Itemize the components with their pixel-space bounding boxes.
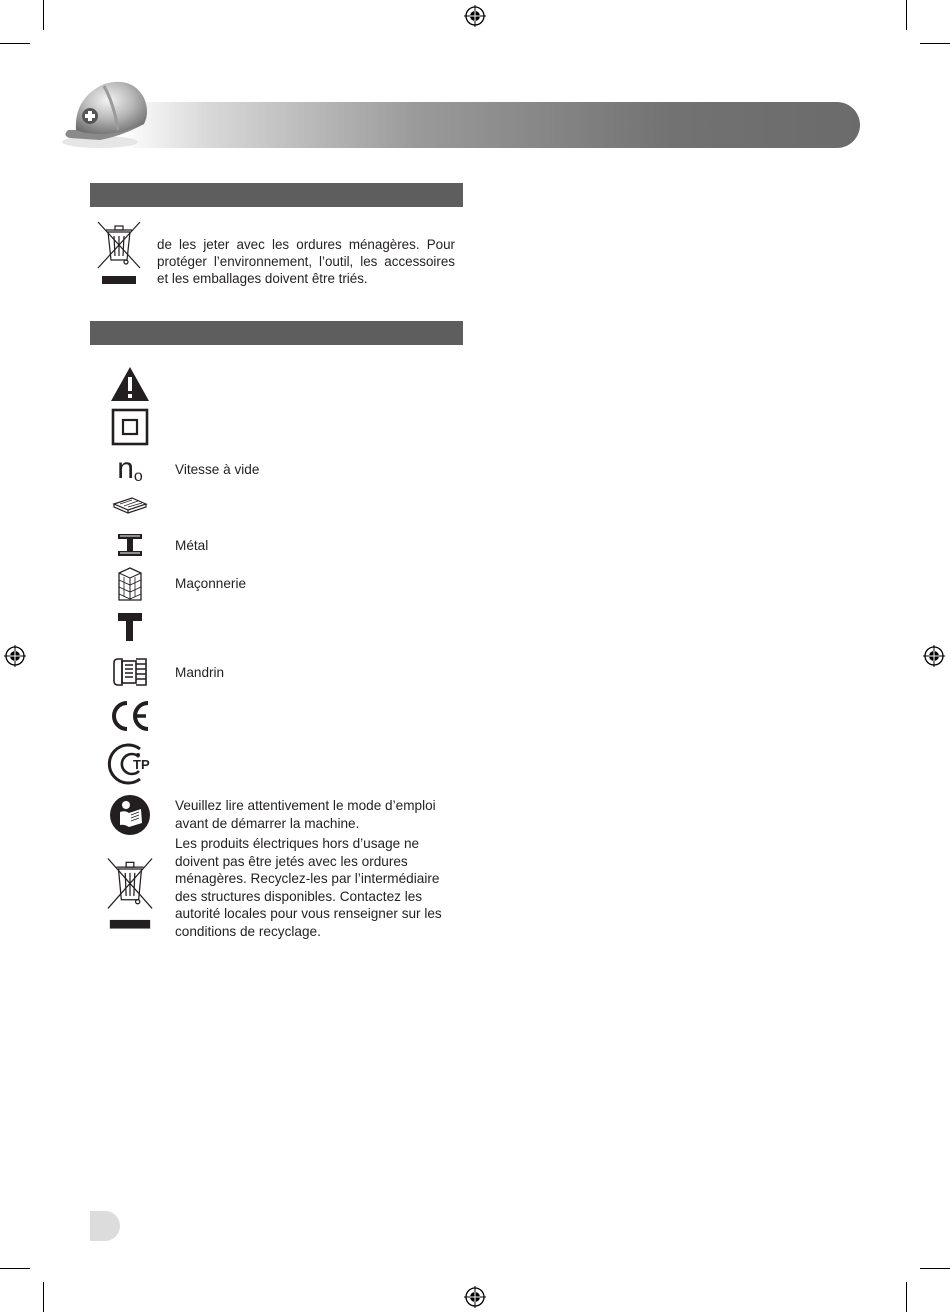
read-manual-icon bbox=[109, 794, 151, 836]
crop-mark bbox=[43, 0, 44, 30]
no-load-speed-sub: o bbox=[133, 468, 143, 485]
disposal-paragraph: de les jeter avec les ordures ménagères. Pour protéger l’environnement, l’outil, les accessoires et les emballages doivent être triés. bbox=[157, 237, 455, 286]
gost-tp-svg bbox=[106, 742, 154, 786]
symbol-row bbox=[106, 610, 154, 644]
crop-mark bbox=[906, 1282, 907, 1312]
header-banner bbox=[120, 102, 860, 148]
safety-helmet-icon bbox=[60, 74, 152, 152]
crop-mark bbox=[0, 1268, 30, 1269]
registration-mark-icon bbox=[464, 1286, 486, 1308]
gost-tp-mark-icon bbox=[106, 741, 154, 787]
svg-text:TP: TP bbox=[133, 757, 150, 772]
symbol-row bbox=[106, 854, 154, 934]
metal-label: Métal bbox=[175, 538, 209, 553]
registration-mark-icon bbox=[464, 5, 486, 27]
hammer-icon bbox=[116, 611, 144, 643]
crop-mark bbox=[906, 0, 907, 30]
chuck-icon bbox=[112, 655, 148, 689]
double-insulation-icon bbox=[111, 408, 149, 446]
crop-mark bbox=[0, 43, 30, 44]
metal-icon bbox=[115, 531, 145, 559]
registration-mark-icon bbox=[923, 645, 945, 667]
section-header-disposal bbox=[90, 183, 463, 207]
symbol-row bbox=[106, 654, 154, 690]
masonry-icon bbox=[118, 567, 142, 601]
weee-bin-icon bbox=[106, 855, 154, 933]
chuck-label: Mandrin bbox=[175, 665, 225, 680]
ce-mark-icon bbox=[106, 697, 154, 735]
symbol-row bbox=[106, 530, 154, 560]
masonry-label: Maçonnerie bbox=[175, 576, 247, 591]
weee-bin-icon bbox=[96, 220, 142, 286]
ce-mark-svg bbox=[108, 699, 152, 733]
registration-mark-icon bbox=[4, 645, 26, 667]
crop-mark bbox=[920, 43, 950, 44]
warning-triangle-icon bbox=[110, 366, 150, 402]
symbol-row bbox=[106, 407, 154, 447]
crop-mark bbox=[920, 1268, 950, 1269]
section-header-symbols bbox=[90, 321, 463, 345]
crop-mark bbox=[43, 1282, 44, 1312]
read-manual-label: Veuillez lire attentivement le mode d’emploi avant de démarrer la machine. bbox=[175, 798, 436, 831]
symbol-row bbox=[106, 566, 154, 602]
no-load-speed-n: n bbox=[117, 452, 134, 485]
symbol-row bbox=[106, 494, 154, 516]
weee-label: Les produits électriques hors d’usage ne doivent pas être jetés avec les ordures ménagères. Recyclez-les par l’intermédiaire des structures disponibles. Contactez les autorité locales pour vous renseigner sur les conditions de recyclage. bbox=[175, 836, 442, 939]
symbol-row bbox=[106, 793, 154, 837]
page-number-tab bbox=[90, 1211, 120, 1241]
wood-icon bbox=[112, 496, 148, 514]
no-load-speed-icon bbox=[106, 452, 154, 486]
symbol-row bbox=[106, 364, 154, 404]
no-load-speed-label: Vitesse à vide bbox=[175, 462, 260, 477]
